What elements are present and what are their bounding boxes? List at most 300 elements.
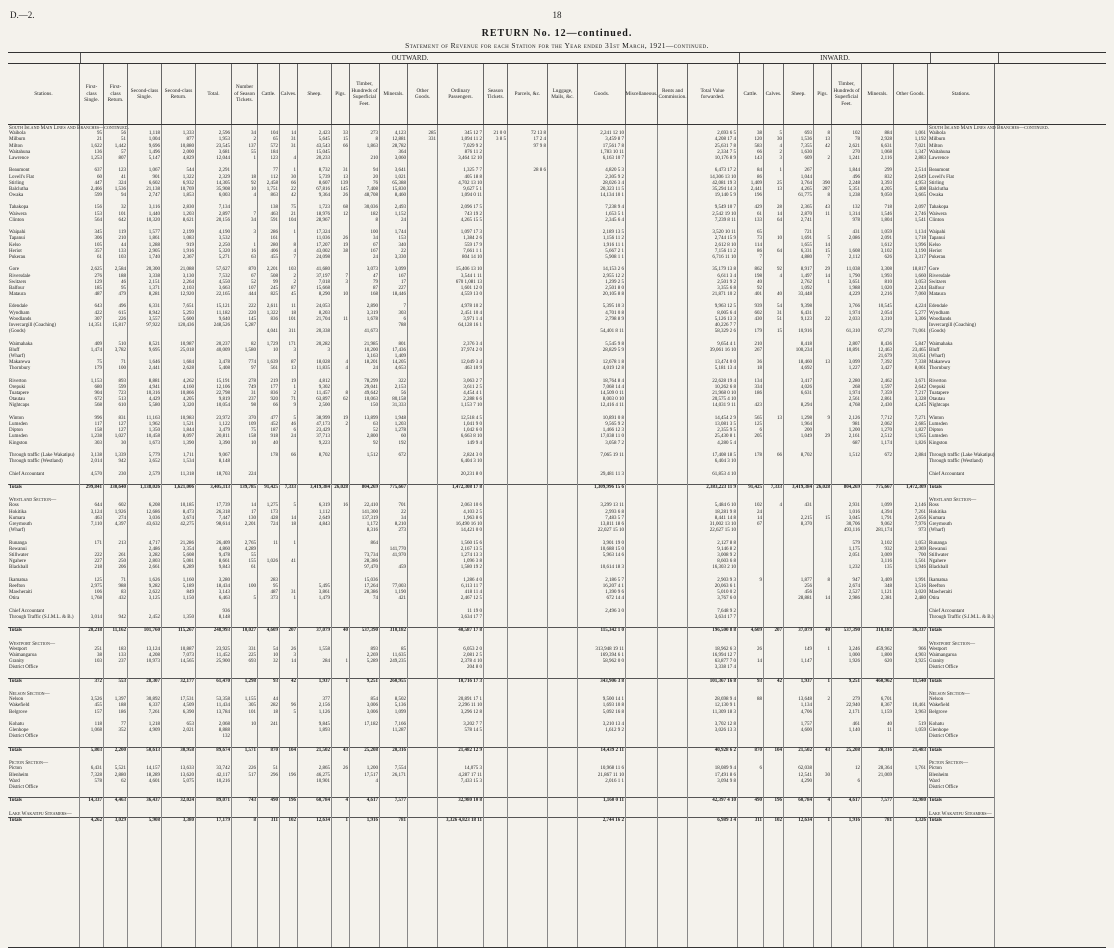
table-cell: 10,891 0 8	[602, 415, 624, 421]
table-cell: 2,905	[148, 248, 160, 254]
table-cell: 10,216	[216, 778, 230, 784]
table-cell: 1,094 0 11	[460, 193, 482, 199]
table-cell: 6,663 8 10	[460, 434, 482, 440]
table-cell: 1	[827, 279, 830, 285]
table-cell: 31	[343, 168, 348, 174]
table-cell: 60,784	[298, 797, 331, 804]
table-cell: 14,134 10 1	[600, 193, 624, 199]
table-cell: 8,148	[218, 614, 230, 620]
table-cell: 29,041	[364, 384, 378, 390]
table-cell: Runanga	[929, 540, 947, 546]
table-cell: 4	[293, 248, 296, 254]
table-cell: 26,318	[216, 509, 230, 515]
table-column	[626, 125, 658, 947]
table-cell: 267	[754, 347, 762, 353]
table-cell: 3,766	[848, 304, 860, 310]
table-cell: 237	[248, 397, 256, 403]
table-cell: 4,701 0 8	[605, 310, 624, 316]
table-cell: 2,016 1 1	[605, 778, 624, 784]
table-cell: 33,742	[216, 766, 230, 772]
table-cell: 37,713	[316, 434, 330, 440]
table-cell: 2,167 13 5	[460, 546, 482, 552]
table-cell: 10,983	[180, 415, 194, 421]
table-cell: 213	[118, 540, 126, 546]
table-cell: 831	[118, 415, 126, 421]
table-cell: Invercargill (Coaching)	[929, 323, 976, 328]
table-cell: 2,765	[244, 540, 256, 546]
table-cell: 89,674	[196, 747, 231, 754]
table-cell: 2,649	[914, 174, 926, 180]
table-cell: Lawrence	[929, 155, 949, 161]
table-cell	[408, 817, 437, 824]
table-cell: 9	[759, 577, 762, 583]
table-cell: Totals	[8, 817, 79, 824]
table-cell: 2,824 3 0	[463, 452, 482, 458]
table-cell: 95	[97, 131, 102, 137]
table-cell: 9,695	[148, 347, 160, 353]
table-cell: 11 19 0	[467, 608, 482, 614]
table-cell	[408, 678, 437, 685]
table-cell: 3,099	[394, 267, 406, 273]
table-cell: 91,425	[258, 484, 279, 491]
table-cell: 101	[288, 316, 296, 322]
table-cell: 3,861	[318, 590, 330, 596]
table-cell: 13	[825, 360, 830, 366]
table-cell: Ngahere	[929, 559, 946, 565]
table-cell: 4	[779, 143, 782, 149]
table-cell: South Island Main Lines and Branches—continued.	[9, 125, 129, 131]
table-cell: Totals	[928, 797, 994, 804]
table-cell: 40	[814, 627, 831, 634]
column-header: Stations.	[928, 64, 995, 124]
table-cell: 331	[428, 137, 436, 143]
table-cell: 1,718	[914, 236, 926, 242]
table-cell: 3,665	[914, 193, 926, 199]
table-cell: 20,218	[80, 627, 103, 634]
table-cell: 10	[273, 652, 278, 658]
table-cell: 15,830	[392, 186, 406, 192]
table-cell: 3,102	[880, 248, 892, 254]
table-cell: 14	[825, 273, 830, 279]
table-cell: Through traffic (Westland)	[9, 459, 63, 465]
table-cell: 7,661 1 1	[463, 248, 482, 254]
table-cell: 5,521	[114, 766, 126, 772]
table-cell: 1,466 12 3	[602, 428, 624, 434]
table-cell: 1,347	[914, 149, 926, 155]
table-cell: 28,829 5 9	[602, 347, 624, 353]
table-cell: 9,282	[148, 583, 160, 589]
table-cell: 7	[403, 304, 406, 310]
table-cell: 1	[293, 230, 296, 236]
group-stations-right	[931, 53, 999, 63]
table-cell: 311	[288, 329, 296, 335]
table-cell: 680	[94, 384, 102, 390]
table-cell: 16	[343, 503, 348, 509]
table-cell: 5,075	[182, 778, 194, 784]
table-cell: 2,993 6 8	[605, 509, 624, 515]
table-cell: 14,454 2 9	[714, 415, 736, 421]
table-cell: 8,290	[318, 292, 330, 298]
table-cell: 8	[375, 137, 378, 143]
table-cell: 3,326 4,823 18 11	[438, 817, 483, 824]
table-cell: Owaka	[929, 193, 944, 199]
table-cell: 1,546	[880, 211, 892, 217]
table-cell: 6,404 3 10	[460, 459, 482, 465]
table-cell: 71	[121, 360, 126, 366]
table-cell: 34	[251, 217, 256, 223]
table-cell: 207	[280, 627, 297, 634]
table-cell: 150	[370, 403, 378, 409]
table-cell: Totals	[928, 747, 994, 754]
table-cell: 1,061	[914, 131, 926, 137]
table-cell: 12,686	[146, 509, 160, 515]
table-cell: 670 1,081 13	[455, 279, 482, 285]
table-cell: 104	[288, 217, 296, 223]
table-cell: 6,289	[182, 565, 194, 571]
table-cell: 95	[273, 583, 278, 589]
table-cell: 8,097	[182, 434, 194, 440]
table-cell: 2,153	[394, 384, 406, 390]
table-cell: 5,395 10 3	[602, 304, 624, 310]
table-cell: 310,182	[862, 627, 893, 634]
table-cell: 4	[293, 155, 296, 161]
table-cell	[408, 747, 437, 754]
table-cell: 9	[293, 403, 296, 409]
table-cell: 1,751	[266, 186, 278, 192]
table-cell: 2,201	[244, 522, 256, 527]
table-cell: 4,265 15 5	[460, 217, 482, 223]
table-cell: 50,613	[128, 747, 161, 754]
table-cell: 1,299 2 5	[605, 279, 624, 285]
table-cell: 1,601 12 0	[460, 285, 482, 291]
table-cell: 1,390	[182, 440, 194, 446]
table-cell: 1,155	[244, 697, 256, 703]
column-header: First-class Single.	[80, 64, 104, 124]
table-cell: 2,244	[914, 285, 926, 291]
table-cell: 10,887	[180, 646, 194, 652]
table-cell: 93	[258, 678, 279, 685]
table-cell: 3,020	[914, 590, 926, 596]
table-cell	[484, 484, 507, 491]
table-cell: Picton	[9, 766, 22, 772]
table-cell: Mataura	[9, 292, 26, 298]
table-cell: 6,319	[318, 503, 330, 509]
table-cell: 15	[825, 515, 830, 521]
table-cell: 41,970	[392, 552, 406, 558]
table-cell: 21,088	[180, 267, 194, 273]
table-cell: 876 11 2	[464, 149, 482, 155]
table-cell: 4,559 13 0	[460, 292, 482, 298]
table-cell: 177	[270, 384, 278, 390]
table-cell: 22,940	[846, 703, 860, 709]
table-cell: 10,916	[798, 329, 812, 335]
table-cell: 7,110	[90, 522, 102, 527]
table-cell: 3	[293, 652, 296, 658]
table-column	[832, 125, 862, 947]
table-cell: 2,870	[800, 211, 812, 217]
table-cell: Tapanui	[929, 236, 946, 242]
column-header: Ordinary Passengers.	[438, 64, 484, 124]
table-cell: 1,298	[800, 415, 812, 421]
table-cell: 14,565	[180, 659, 194, 665]
table-cell: 53,358	[216, 697, 230, 703]
table-cell: 20,338	[316, 329, 330, 335]
table-cell: 42,081 19 3	[712, 180, 736, 186]
table-cell: 285	[428, 131, 436, 137]
table-cell: 241	[270, 722, 278, 727]
table-cell: 188	[118, 703, 126, 709]
table-cell: 810	[884, 279, 892, 285]
table-cell: 54	[273, 646, 278, 652]
table-cell: 459,962	[875, 646, 892, 652]
table-cell: District Office	[929, 734, 958, 740]
table-cell: 463	[94, 515, 102, 521]
table-cell: 15	[777, 329, 782, 335]
table-cell: 2,467 12 5	[460, 596, 482, 602]
table-cell: 2,241 12 10	[600, 131, 624, 137]
table-cell: 2,062	[880, 422, 892, 427]
table-cell: 8,521	[148, 341, 160, 347]
table-cell: 1,844	[182, 428, 194, 434]
table-cell: 25,208	[832, 747, 861, 754]
table-cell	[626, 678, 657, 685]
table-column	[738, 125, 764, 947]
table-cell: 17	[251, 509, 256, 515]
table-column	[196, 125, 232, 947]
table-cell: 24	[757, 509, 762, 515]
table-cell: 98,614	[216, 522, 230, 527]
table-cell: 6,113 11 7	[461, 583, 482, 589]
table-cell: 579	[852, 540, 860, 546]
table-cell: 20,063 6 1	[714, 583, 736, 589]
table-cell: 13,474 0 0	[714, 360, 736, 366]
table-cell: 135	[884, 565, 892, 571]
table-cell: 644	[94, 503, 102, 509]
table-cell: Lovell's Flat	[929, 174, 954, 180]
table-cell: 133	[118, 248, 126, 254]
table-column	[658, 125, 688, 947]
table-cell: 3,405,113	[196, 484, 231, 491]
table-cell: 143	[754, 155, 762, 161]
table-cell: 3,419,384	[784, 484, 813, 491]
table-cell: 340	[398, 242, 406, 248]
table-cell: 1,322	[266, 310, 278, 316]
table-cell: 2,584	[114, 267, 126, 273]
table-cell: 2,493	[394, 205, 406, 211]
table-cell: 559 17 9	[464, 242, 482, 248]
column-header: Timber, Hundreds of Superficial Feet.	[832, 64, 862, 124]
table-cell: 71	[291, 397, 296, 403]
table-cell: Through Traffic (S.I.M.L. & B.)	[9, 614, 74, 620]
table-cell: Milton	[9, 143, 23, 149]
table-cell: 447	[94, 180, 102, 186]
table-cell: 94	[373, 168, 378, 174]
table-cell: 8	[232, 817, 257, 824]
table-cell: 870	[258, 747, 279, 754]
table-cell: 2,054	[880, 310, 892, 316]
table-cell: 49,642	[364, 391, 378, 397]
table-cell: 18,089 9 4	[714, 766, 736, 772]
table-cell: 3,419,384	[298, 484, 331, 491]
table-cell: 196	[288, 772, 296, 778]
table-cell: 599	[94, 193, 102, 199]
table-cell: 299,841	[80, 484, 103, 491]
table-cell: 37,197	[316, 273, 330, 279]
table-cell: 3,296 12 8	[460, 709, 482, 715]
table-cell: 100,234	[795, 347, 812, 353]
table-cell: 2,378 4 10	[460, 659, 482, 665]
table-cell: 1,937	[784, 678, 813, 685]
table-cell: 788	[398, 323, 406, 328]
table-cell: 14	[291, 659, 296, 665]
table-column	[438, 125, 484, 947]
table-cell: 1,397	[114, 697, 126, 703]
table-cell: 4,397	[114, 522, 126, 527]
table-cell: 226	[248, 766, 256, 772]
table-cell: 41	[291, 559, 296, 565]
table-cell: Tapanui	[9, 236, 26, 242]
table-cell: Mawheraiti	[929, 590, 953, 596]
table-cell: 7,392	[880, 360, 892, 366]
table-cell: Westport	[929, 646, 947, 652]
table-cell: 1,653 5 1	[605, 211, 624, 217]
table-cell: Invercargill (Coaching)	[9, 323, 56, 328]
table-cell: 9,223	[318, 440, 330, 446]
table-cell: 63	[251, 254, 256, 260]
table-cell: 4,429	[148, 397, 160, 403]
table-cell: 18,281 9 8	[714, 509, 736, 515]
table-cell: 2,103	[182, 285, 194, 291]
table-cell: 973	[918, 528, 926, 534]
table-cell: 8,367	[880, 703, 892, 709]
table-cell: 311	[258, 817, 279, 824]
table-cell: 1,140	[848, 728, 860, 734]
table-cell: 8,881	[148, 378, 160, 384]
table-cell: 167	[370, 248, 378, 254]
table-cell	[484, 817, 507, 824]
table-cell: 2,612 8 10	[714, 242, 736, 248]
table-cell: Nelson Section—	[9, 691, 50, 698]
table-cell: 1,863	[366, 143, 378, 149]
table-cell: 31	[251, 391, 256, 397]
table-cell: 6	[857, 778, 860, 784]
table-cell: 774	[248, 360, 256, 366]
table-cell: 804,269	[350, 484, 379, 491]
table-cell: 2,830	[182, 205, 194, 211]
table-cell: 2,674	[848, 583, 860, 589]
table-cell: 749	[248, 384, 256, 390]
table-cell: 17,182	[364, 722, 378, 727]
table-cell: 24	[291, 434, 296, 440]
table-cell: 3,427	[880, 366, 892, 372]
table-cell: 38	[97, 652, 102, 658]
table-cell: 3,634 17 7	[460, 614, 482, 620]
table-cell: 2,250	[218, 242, 230, 248]
table-cell: 1,134	[800, 703, 812, 709]
table-cell: 7	[293, 254, 296, 260]
table-cell: 46,275	[316, 772, 330, 778]
table-cell: 178	[754, 452, 762, 458]
table-column	[928, 125, 1049, 947]
table-cell: 51	[777, 316, 782, 322]
table-cell: 322	[398, 378, 406, 384]
table-cell: 34	[373, 236, 378, 242]
table-cell: 2,116	[880, 155, 892, 161]
table-cell: (Goods)	[9, 329, 26, 335]
table-cell: 222	[248, 304, 256, 310]
table-cell: 8,502	[394, 697, 406, 703]
table-cell: 3,282	[148, 552, 160, 558]
table-cell: 11,540	[894, 678, 927, 685]
table-cell: 1,275	[266, 503, 278, 509]
table-cell: 8,148	[218, 459, 230, 465]
table-cell: 1,203	[394, 422, 406, 427]
table-cell: Riverton	[929, 378, 947, 384]
table-cell: 17	[401, 279, 406, 285]
table-cell: 22,165	[216, 292, 230, 298]
table-cell: 6,701	[880, 697, 892, 703]
table-cell: 4,208 17 4	[714, 137, 736, 143]
table-cell: 9,364	[318, 193, 330, 199]
table-cell: 4,394	[880, 509, 892, 515]
table-cell: 5,847	[914, 341, 926, 347]
table-cell: 7	[827, 254, 830, 260]
column-header: Total Value forwarded.	[688, 64, 738, 124]
table-cell: Switzers	[929, 279, 947, 285]
table-cell: 743	[232, 797, 257, 804]
table-cell: 4,019 12 8	[602, 366, 624, 372]
table-cell: Picton Section—	[9, 760, 49, 767]
table-cell: 1,390 9 6	[605, 590, 624, 596]
table-cell: 2,051	[848, 552, 860, 558]
table-cell: 183	[118, 646, 126, 652]
table-cell: 167	[398, 273, 406, 279]
table-cell: 1,534	[182, 459, 194, 465]
table-cell: 61	[757, 211, 762, 217]
table-cell: 1,044	[800, 174, 812, 180]
table-cell: 642	[118, 217, 126, 223]
table-cell: 87	[291, 285, 296, 291]
table-cell: 179	[754, 329, 762, 335]
table-cell: 1,160	[182, 577, 194, 583]
table-cell: 32,980	[894, 797, 927, 804]
table-column	[484, 125, 508, 947]
table-cell: 1,577	[148, 230, 160, 236]
table-cell: Riversdale	[929, 273, 951, 279]
table-cell: 3,380	[162, 817, 195, 824]
table-cell: 2,126	[848, 415, 860, 421]
table-column	[548, 125, 578, 947]
table-cell: 63,897	[316, 397, 330, 403]
table-cell: 6,716 11 10	[712, 254, 736, 260]
table-cell: 41,680	[316, 267, 330, 273]
table-cell: 286	[270, 230, 278, 236]
table-cell: 12,044	[216, 155, 230, 161]
table-cell: 1,723	[318, 205, 330, 211]
page-reference: D.—2.	[10, 10, 35, 20]
table-cell: Riversdale	[9, 273, 31, 279]
table-cell: 268	[852, 384, 860, 390]
column-header: First-class Return.	[104, 64, 128, 124]
table-cell: 60,784	[784, 797, 813, 804]
table-cell: 11,457	[316, 391, 330, 397]
table-cell: 28	[777, 205, 782, 211]
table-cell: 6	[759, 766, 762, 772]
table-cell: 41	[121, 174, 126, 180]
table-cell: 62	[121, 778, 126, 784]
table-column	[764, 125, 784, 947]
table-cell: 6,473 17 2	[714, 168, 736, 174]
